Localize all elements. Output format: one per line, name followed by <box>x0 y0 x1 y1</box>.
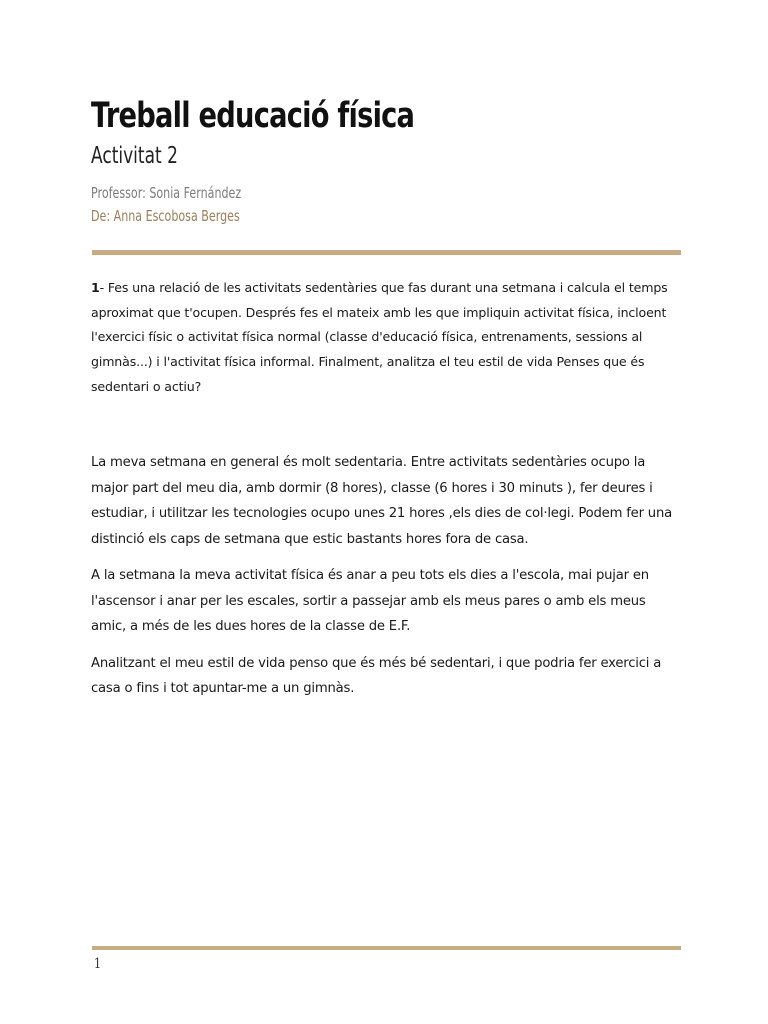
answer-body <box>91 450 681 713</box>
question-number: 1 <box>91 280 100 295</box>
document-title: Treball educació física <box>91 96 415 136</box>
question-body: - Fes una relació de les activitats sedentàries que fas durant una setmana i calcula el temps aproximat que t'ocupen. Després fes el mateix amb les que impliquin activitat física, incloent l'exercici físic o activitat física normal (classe d'educació física, entrenaments, sessions al gimnàs...) i l'activitat física informal. Finalment, analitza el teu estil de vida Penses que és sedentari o actiu? <box>91 280 668 394</box>
header-divider <box>92 250 681 255</box>
footer-divider <box>92 946 681 950</box>
answer-paragraph: A la setmana la meva activitat física és anar a peu tots els dies a l'escola, mai pujar en l'ascensor i anar per les escales, sortir a passejar amb els meus pares o amb els meus amic, a més de les dues hores de la classe de E.F. <box>91 568 649 634</box>
professor-line: Professor: Sonia Fernández <box>91 184 242 202</box>
author-line: De: Anna Escobosa Berges <box>91 207 240 225</box>
document-subtitle: Activitat 2 <box>91 143 178 169</box>
question-text <box>91 276 681 400</box>
document-page <box>91 0 681 1024</box>
answer-paragraph: La meva setmana en general és molt sedentaria. Entre activitats sedentàries ocupo la major part del meu dia, amb dormir (8 hores), classe (6 hores i 30 minuts ), fer deures i estudiar, i utilitzar les tecnologies ocupo unes 21 hores ,els dies de col·legi. Podem fer una distinció els caps de setmana que estic bastants hores fora de casa. <box>91 455 672 547</box>
page-number: 1 <box>94 956 102 972</box>
answer-paragraph: Analitzant el meu estil de vida penso que és més bé sedentari, i que podria fer exercici a casa o fins i tot apuntar-me a un gimnàs. <box>91 655 662 696</box>
